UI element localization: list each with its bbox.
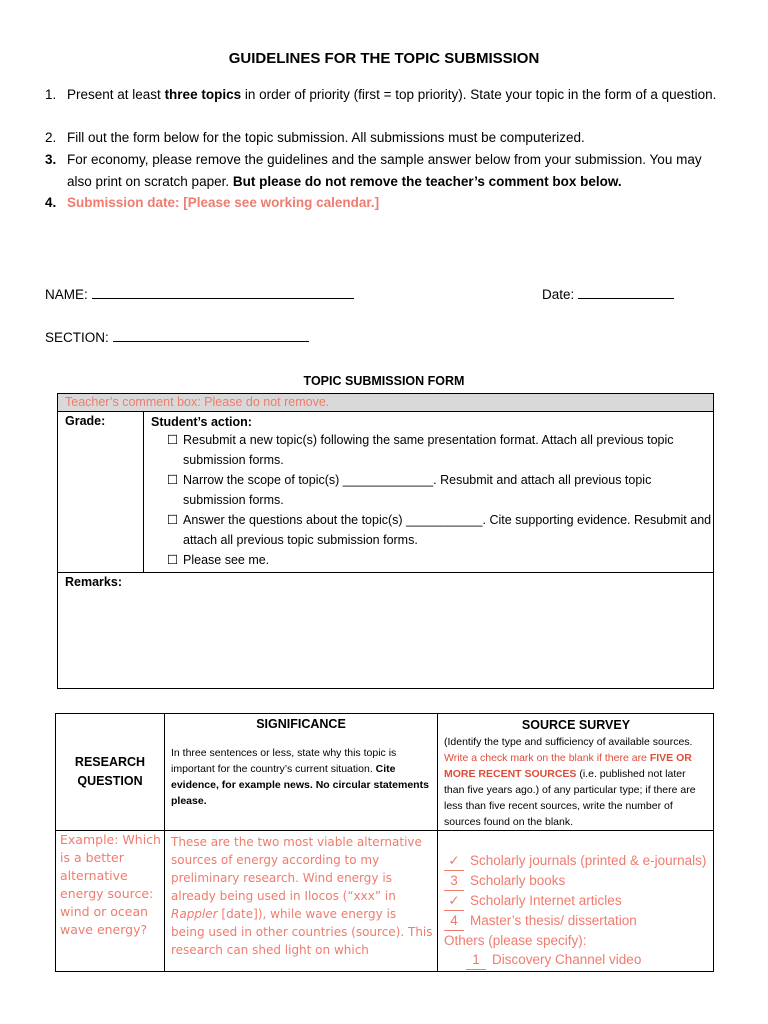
remarks-label: Remarks: — [58, 573, 714, 689]
checkbox-icon[interactable]: ☐ — [167, 473, 179, 487]
student-action-cell — [144, 412, 714, 573]
action-option-answer[interactable] — [167, 510, 713, 550]
guideline-number: 3. — [45, 152, 57, 167]
source-label: Discovery Channel video — [492, 952, 642, 967]
name-blank[interactable] — [92, 286, 354, 299]
example-sig-text: These are the two most viable alternative sources of energy according to my preliminary research. Wind energy is already being used in Ilocos (“xxx” in — [171, 835, 422, 903]
date-field[interactable] — [542, 286, 674, 302]
check-mark-icon: ✓ — [444, 851, 464, 871]
example-question-cell — [56, 831, 165, 972]
action-option-narrow[interactable] — [167, 470, 713, 510]
guideline-number: 4. — [45, 195, 57, 210]
source-label: Scholarly books — [470, 873, 566, 888]
guideline-text: Present at least — [67, 87, 165, 102]
guideline-3 — [45, 149, 725, 192]
student-action-label: Student’s action: — [151, 415, 252, 429]
comment-box-header: Teacher’s comment box: Please do not remove. — [58, 394, 714, 412]
header-text: SOURCE SURVEY — [521, 718, 631, 732]
check-mark-icon: ✓ — [444, 891, 464, 911]
form-title: TOPIC SUBMISSION FORM — [303, 374, 465, 388]
example-question: Example: Which is a better alternative energy source: wind or ocean wave energy? — [60, 832, 161, 937]
submission-date-text: Submission date: [Please see working calendar.] — [67, 195, 380, 210]
source-item — [444, 851, 709, 871]
guideline-text: For economy, please remove the guidelines and the sample answer below from your submission. You may also print on scratch paper. — [67, 152, 702, 189]
source-item — [444, 891, 709, 911]
header-text: RESEARCH QUESTION — [74, 755, 146, 788]
guideline-4 — [45, 192, 725, 214]
significance-desc-bold: Cite evidence, for example news. No circular statements please. — [171, 763, 429, 807]
guideline-2 — [45, 127, 725, 149]
option-text: Please see me. — [183, 553, 270, 567]
checkbox-icon[interactable]: ☐ — [167, 433, 179, 447]
source-item — [444, 911, 709, 931]
name-field[interactable] — [45, 286, 354, 302]
source-label: Scholarly Internet articles — [470, 893, 622, 908]
source-desc-bold: FIVE OR MORE RECENT SOURCES — [444, 752, 692, 780]
source-count: 3 — [444, 871, 464, 891]
date-blank[interactable] — [578, 286, 674, 299]
grade-label: Grade: — [58, 412, 144, 573]
option-text: Resubmit a new topic(s) following the same presentation format. Attach all previous topic submission forms. — [183, 433, 674, 467]
source-count: 4 — [444, 911, 464, 931]
action-option-see-me[interactable] — [167, 550, 713, 570]
section-field[interactable] — [45, 329, 309, 345]
action-option-resubmit[interactable] — [167, 430, 713, 470]
guideline-number: 1. — [45, 87, 57, 102]
example-sig-italic: Rappler — [171, 907, 218, 921]
name-label: NAME: — [45, 287, 88, 302]
guideline-text: Fill out the form below for the topic submission. All submissions must be computerized. — [67, 130, 585, 145]
source-survey-header — [438, 714, 714, 831]
section-blank[interactable] — [113, 329, 309, 342]
option-text: Narrow the scope of topic(s) _____________. Resubmit and attach all previous topic submission forms. — [183, 473, 652, 507]
guideline-number: 2. — [45, 130, 57, 145]
header-text: SIGNIFICANCE — [256, 717, 346, 731]
source-desc-red: Write a check mark on the blank if there are — [444, 752, 650, 764]
research-table — [55, 713, 714, 972]
source-desc: (Identify the type and sufficiency of available sources. — [444, 736, 693, 748]
source-label: Master’s thesis/ dissertation — [470, 913, 637, 928]
teacher-comment-box — [57, 393, 714, 689]
research-question-header — [56, 714, 165, 831]
guideline-1 — [45, 84, 725, 106]
checkbox-icon[interactable]: ☐ — [167, 513, 179, 527]
checkbox-icon[interactable]: ☐ — [167, 553, 179, 567]
source-label: Scholarly journals (printed & e-journals) — [470, 853, 707, 868]
source-count: 1 — [466, 950, 486, 970]
significance-header — [165, 714, 438, 831]
option-text: Answer the questions about the topic(s) ___________. Cite supporting evidence. Resubmit and attach all previous topic submission forms. — [183, 513, 712, 547]
page-title: GUIDELINES FOR THE TOPIC SUBMISSION — [228, 50, 540, 67]
guideline-bold: But please do not remove the teacher’s comment box below. — [232, 173, 622, 189]
significance-desc: In three sentences or less, state why this topic is important for the country’s current situation. — [171, 747, 397, 775]
source-desc: (i.e. published not later than five years ago.) of any particular type; if there are less than five recent sources, write the number of sources found on the blank. — [444, 768, 696, 828]
guideline-text: in order of priority (first = top priority). State your topic in the form of a question. — [241, 87, 717, 102]
source-item — [466, 950, 709, 970]
guideline-bold: three topics — [164, 87, 242, 102]
date-label: Date: — [542, 287, 575, 302]
example-significance-cell — [165, 831, 438, 972]
example-sources-cell — [438, 831, 714, 972]
section-label: SECTION: — [45, 330, 109, 345]
source-item — [444, 871, 709, 891]
others-label: Others (please specify): — [444, 933, 587, 948]
example-sig-text: [date]), while wave energy is being used in other countries (source). This research can shed light on which — [171, 907, 433, 957]
